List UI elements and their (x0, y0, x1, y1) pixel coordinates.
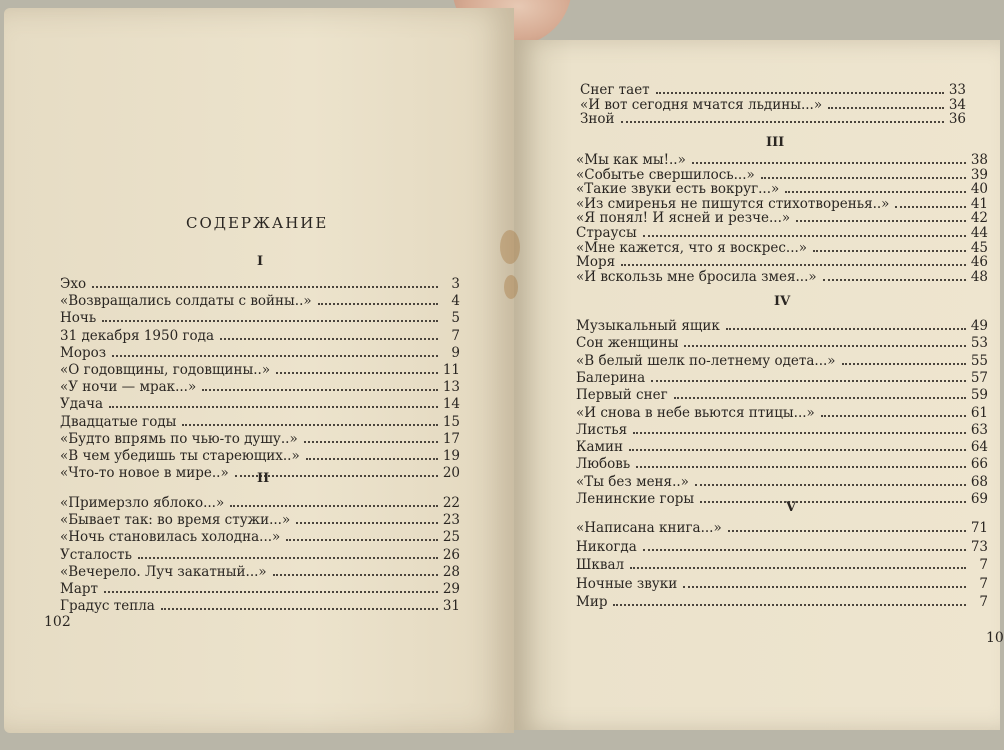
leader-dots (109, 406, 438, 408)
toc-entry-title: «Мне кажется, что я воскрес...» (576, 239, 808, 256)
toc-entry (576, 576, 988, 592)
toc-entry-title: Зной (580, 111, 615, 127)
leader-dots (728, 530, 966, 532)
toc-entry-page: 7 (979, 557, 988, 573)
toc-entry (60, 362, 460, 378)
leader-dots (161, 608, 438, 610)
toc-entry-page: 31 (442, 598, 460, 615)
toc-entry-title: Моря (576, 254, 616, 271)
toc-entry-page: 7 (451, 327, 460, 344)
toc-entry-title: «Ночь становилась холодна...» (60, 529, 281, 546)
toc-entry-title: Эхо (60, 276, 87, 292)
toc-entry-page: 57 (970, 369, 988, 386)
toc-entry (60, 529, 460, 545)
toc-entry (576, 387, 988, 403)
toc-entry-title: «О годовщины, годовщины..» (60, 362, 271, 378)
toc-entry-title: Усталость (60, 546, 132, 563)
toc-entry-title: «Мы как мы!..» (576, 152, 686, 168)
toc-entry (60, 564, 460, 580)
toc-entry-title: Ленинские горы (576, 491, 695, 507)
toc-entry-title: «Возвращались солдаты с войны..» (60, 293, 312, 310)
toc-entry (576, 557, 988, 573)
toc-entry-title: Двадцатые годы (60, 413, 177, 430)
toc-entry-page: 34 (948, 96, 966, 113)
toc-entry-title: Первый снег (576, 387, 668, 404)
leader-dots (674, 397, 966, 399)
leader-dots (273, 574, 438, 576)
toc-entry (60, 448, 460, 464)
leader-dots (785, 191, 966, 193)
toc-entry-title: «Будто впрямь по чью-то душу..» (60, 430, 298, 447)
toc-entry-page: 40 (970, 181, 988, 198)
toc-entry-page: 25 (442, 529, 460, 546)
leader-dots (630, 567, 966, 569)
leader-dots (306, 458, 438, 460)
leader-dots (821, 415, 966, 417)
toc-entry-page: 3 (451, 276, 460, 292)
toc-entry-page: 20 (442, 465, 460, 482)
leader-dots (112, 355, 438, 357)
leader-dots (700, 501, 966, 503)
toc-entry (576, 405, 988, 421)
toc-entry-title: Листья (576, 421, 628, 438)
toc-entry-title: Шквал (576, 557, 625, 573)
section-numeral: III (766, 135, 785, 150)
toc-entry (60, 396, 460, 412)
toc-entry-page: 41 (970, 195, 988, 212)
toc-entry-page: 22 (442, 495, 460, 511)
leader-dots (104, 591, 438, 593)
toc-entry (576, 520, 988, 536)
leader-dots (842, 363, 966, 365)
toc-entry (60, 547, 460, 563)
leader-dots (629, 449, 966, 451)
leader-dots (828, 107, 944, 109)
leader-dots (621, 121, 944, 123)
toc-entry-page: 7 (979, 575, 988, 592)
toc-entry-title: Мороз (60, 344, 107, 361)
leader-dots (643, 549, 966, 551)
toc-entry-title: Снег тает (580, 82, 650, 98)
leader-dots (695, 484, 966, 486)
toc-entry (576, 181, 988, 197)
toc-entry-page: 63 (970, 421, 988, 438)
toc-entry-page: 59 (970, 387, 988, 404)
toc-entry-page: 39 (970, 166, 988, 183)
page-number-right: 10 (986, 630, 1004, 646)
toc-entry-page: 66 (970, 456, 988, 473)
toc-entry-title: Сон женщины (576, 335, 679, 352)
toc-entry-page: 19 (442, 448, 460, 464)
toc-entry-page: 49 (970, 318, 988, 334)
toc-entry (576, 353, 988, 369)
toc-entry (576, 439, 988, 455)
toc-entry (576, 456, 988, 472)
toc-entry (576, 335, 988, 351)
leader-dots (651, 380, 966, 382)
leader-dots (895, 206, 966, 208)
leader-dots (656, 92, 944, 94)
toc-entry (576, 422, 988, 438)
toc-entry (576, 196, 988, 212)
toc-entry-page: 68 (970, 473, 988, 490)
leader-dots (823, 279, 966, 281)
toc-entry (576, 240, 988, 256)
toc-entry-page: 11 (442, 362, 460, 378)
leader-dots (643, 235, 966, 237)
leader-dots (796, 220, 966, 222)
toc-entry (576, 152, 988, 168)
toc-entry-page: 7 (979, 594, 988, 610)
toc-entry-title: Камин (576, 439, 623, 456)
toc-entry-title: Ночные звуки (576, 575, 678, 592)
toc-entry (60, 310, 460, 326)
toc-entry (576, 594, 988, 610)
page-number-left: 102 (44, 614, 71, 630)
stain (504, 275, 518, 299)
leader-dots (726, 328, 966, 330)
toc-entry (60, 414, 460, 430)
toc-entry-page: 42 (970, 210, 988, 227)
toc-entry-page: 53 (970, 335, 988, 352)
right-page (514, 40, 1004, 730)
toc-entry-title: Удача (60, 396, 104, 413)
toc-entry (576, 318, 988, 334)
toc-entry-title: «В белый шелк по-летнему одета...» (576, 352, 836, 369)
toc-entry-title: «Вечерело. Луч закатный...» (60, 563, 267, 580)
leader-dots (182, 424, 438, 426)
toc-entry-page: 46 (970, 254, 988, 271)
toc-entry-title: Мир (576, 594, 608, 610)
toc-entry-title: «У ночи — мрак...» (60, 379, 197, 396)
toc-entry-page: 71 (970, 520, 988, 536)
toc-entry-page: 73 (970, 538, 988, 555)
leader-dots (202, 389, 438, 391)
toc-entry-title: Музыкальный ящик (576, 318, 720, 334)
toc-entry-page: 13 (442, 379, 460, 396)
leader-dots (318, 303, 438, 305)
toc-entry (60, 598, 460, 614)
toc-entry-title: «Написана книга...» (576, 520, 722, 536)
leader-dots (613, 604, 966, 606)
toc-entry (576, 539, 988, 555)
leader-dots (276, 372, 438, 374)
leader-dots (813, 250, 966, 252)
toc-entry-title: 31 декабря 1950 года (60, 327, 215, 344)
toc-entry-page: 15 (442, 413, 460, 430)
toc-entry-page: 33 (948, 82, 966, 98)
toc-entry-page: 38 (970, 152, 988, 168)
toc-entry-page: 26 (442, 546, 460, 563)
toc-entry-title: «Бывает так: во время стужи...» (60, 512, 291, 529)
toc-entry-page: 29 (442, 581, 460, 597)
toc-entry (576, 225, 988, 241)
toc-entry-page: 45 (970, 239, 988, 256)
toc-entry-title: «Ты без меня..» (576, 473, 689, 490)
toc-entry-title: «Я понял! И ясней и резче...» (576, 210, 791, 227)
leader-dots (138, 557, 438, 559)
leader-dots (304, 441, 438, 443)
toc-entry (60, 345, 460, 361)
toc-entry (576, 474, 988, 490)
toc-entry-title: Балерина (576, 369, 646, 386)
toc-entry (576, 370, 988, 386)
toc-entry (576, 210, 988, 226)
leader-dots (296, 522, 438, 524)
toc-entry-page: 23 (442, 512, 460, 529)
toc-entry-title: «И снова в небе вьются птицы...» (576, 404, 815, 421)
toc-entry (60, 581, 460, 597)
toc-entry (576, 491, 988, 507)
toc-entry-title: «И вот сегодня мчатся льдины...» (580, 96, 823, 113)
leader-dots (102, 320, 438, 322)
leader-dots (683, 586, 966, 588)
toc-entry (576, 254, 988, 270)
leader-dots (692, 162, 966, 164)
section-numeral: IV (774, 294, 791, 309)
toc-entry-page: 55 (970, 352, 988, 369)
toc-entry-title: «Такие звуки есть вокруг...» (576, 181, 780, 198)
toc-entry-title: Страусы (576, 225, 637, 241)
toc-entry-title: «В чем убедишь ты стареющих..» (60, 448, 300, 464)
stain (500, 230, 520, 264)
leader-dots (230, 505, 438, 507)
toc-entry (580, 111, 966, 127)
toc-entry-page: 17 (442, 430, 460, 447)
toc-entry-title: «Событье свершилось...» (576, 166, 755, 183)
section-numeral: I (257, 254, 264, 269)
contents-title: СОДЕРЖАНИЕ (186, 214, 329, 232)
section-numeral: II (257, 471, 270, 486)
section-numeral: V (786, 500, 797, 515)
toc-entry-page: 4 (451, 293, 460, 310)
toc-entry (60, 328, 460, 344)
leader-dots (220, 338, 438, 340)
left-page (4, 8, 514, 733)
toc-entry-title: «Примерзло яблоко...» (60, 495, 225, 511)
toc-entry (60, 293, 460, 309)
toc-entry-title: Градус тепла (60, 598, 155, 615)
toc-entry-page: 36 (948, 111, 966, 127)
toc-entry-title: Ночь (60, 310, 97, 327)
toc-entry (60, 512, 460, 528)
toc-entry-title: Любовь (576, 456, 631, 473)
toc-entry-title: «Из смиренья не пишутся стихотворенья..» (576, 195, 890, 212)
leader-dots (92, 286, 438, 288)
toc-entry (576, 167, 988, 183)
toc-entry-title: «И вскользь мне бросила змея...» (576, 268, 817, 285)
toc-entry-page: 64 (970, 439, 988, 456)
toc-entry-page: 14 (442, 396, 460, 413)
toc-entry (60, 379, 460, 395)
toc-entry (60, 276, 460, 292)
toc-entry (60, 495, 460, 511)
toc-entry-page: 61 (970, 404, 988, 421)
leader-dots (621, 264, 966, 266)
toc-entry-title: Никогда (576, 538, 637, 555)
toc-entry-page: 44 (970, 225, 988, 241)
leader-dots (684, 345, 966, 347)
toc-entry-title: «Что-то новое в мире..» (60, 465, 229, 482)
leader-dots (286, 539, 438, 541)
toc-entry-page: 69 (970, 491, 988, 507)
toc-entry-title: Март (60, 581, 98, 597)
toc-entry-page: 9 (451, 344, 460, 361)
toc-entry (576, 269, 988, 285)
leader-dots (761, 177, 966, 179)
toc-entry-page: 48 (970, 268, 988, 285)
leader-dots (633, 432, 966, 434)
toc-entry-page: 5 (451, 310, 460, 327)
leader-dots (636, 466, 966, 468)
toc-entry (60, 431, 460, 447)
toc-entry-page: 28 (442, 563, 460, 580)
